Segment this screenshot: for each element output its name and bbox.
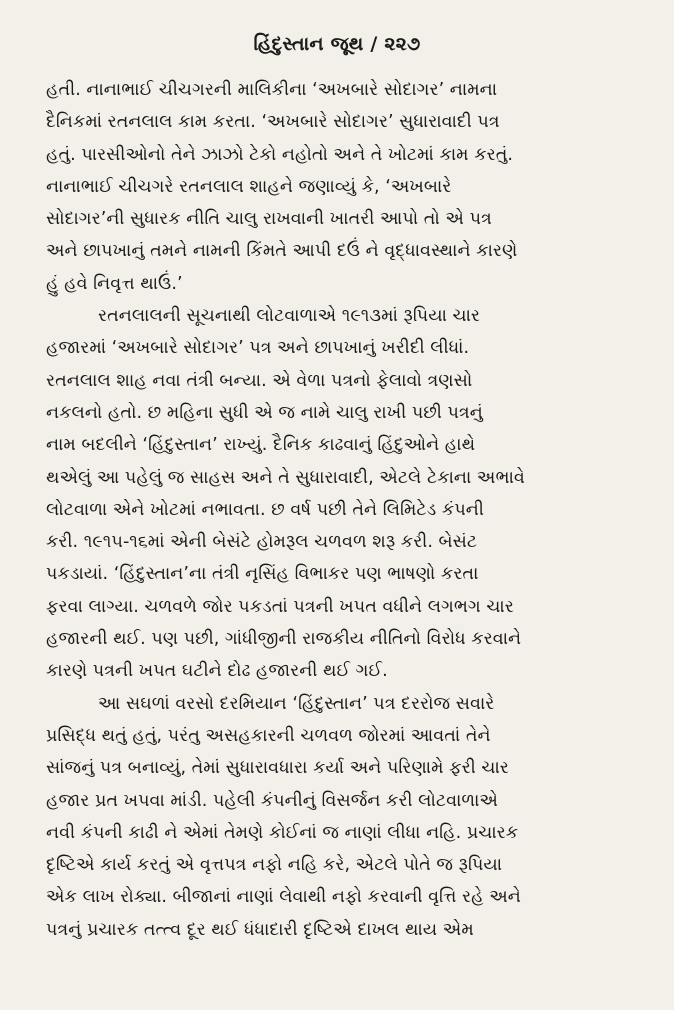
text-line: સાંજનું પત્ર બનાવ્યું, તેમાં સુધારાવધારા કર્યા અને પરિણામે ફરી ચાર — [46, 758, 509, 779]
text-line: અને છાપખાનું તમને નામની કિંમતે આપી દઉં ને વૃદ્ધાવસ્થાને કારણે — [46, 241, 518, 262]
text-line: એક લાખ રોક્યા. બીજાનાં નાણાં લેવાથી નફો કરવાની વૃત્તિ રહે અને — [46, 887, 521, 908]
paragraph-3 — [46, 688, 628, 946]
running-head: હિંદુસ્તાન જૂથ / ૨૨૭ — [253, 33, 421, 55]
text-line: દૃષ્ટિએ કાર્ય કરતું એ વૃત્તપત્ર નફો નહિ કરે, એટલે પોતે જ રૂપિયા — [46, 855, 503, 876]
text-line: કરી. ૧૯૧૫-૧૬માં એની બેસંટે હોમરૂલ ચળવળ શરૂ કરી. બેસંટ — [46, 532, 478, 553]
text-line: રતનલાલ શાહ નવા તંત્રી બન્યા. એ વેળા પત્રનો ફેલાવો ત્રણસો — [46, 370, 473, 391]
book-page — [46, 28, 628, 988]
text-line: કારણે પત્રની ખપત ઘટીને દોઢ હજારની થઈ ગઈ. — [46, 661, 388, 682]
text-line: હું હવે નિવૃત્ત થાઉં.’ — [46, 273, 183, 294]
text-line: નકલનો હતો. છ મહિના સુધી એ જ નામે ચાલુ રાખી પછી પત્રનું — [46, 402, 483, 423]
text-line: નાનાભાઈ ચીચગરે રતનલાલ શાહને જણાવ્યું કે, ‘અખબારે — [46, 176, 452, 197]
text-line: હતું. પારસીઓનો તેને ઝાઝો ટેકો નહોતો અને તે ખોટમાં કામ કરતું. — [46, 144, 513, 165]
text-line: દૈનિકમાં રતનલાલ કામ કરતા. ‘અખબારે સોદાગર’ સુધારાવાદી પત્ર — [46, 112, 500, 133]
text-line: નામ બદલીને ‘હિંદુસ્તાન’ રાખ્યું. દૈનિક કાઢવાનું હિંદુઓને હાથે — [46, 435, 476, 456]
text-line: રતનલાલની સૂચનાથી લોટવાળાએ ૧૯૧૩માં રૂપિયા ચાર — [98, 306, 481, 327]
paragraph-2 — [46, 300, 628, 688]
text-line: નવી કંપની કાઢી ને એમાં તેમણે કોઈનાં જ નાણાં લીધા નહિ. પ્રચારક — [46, 822, 519, 843]
text-line: હજારમાં ‘અખબારે સોદાગર’ પત્ર અને છાપખાનું ખરીદી લીધાં. — [46, 338, 470, 359]
paragraph-1 — [46, 74, 628, 300]
text-line: પ્રસિદ્ધ થતું હતું, પરંતુ અસહકારની ચળવળ જોરમાં આવતાં તેને — [46, 725, 491, 746]
text-line: સોદાગર’ની સુધારક નીતિ ચાલુ રાખવાની ખાતરી આપો તો એ પત્ર — [46, 209, 492, 230]
text-line: પત્રનું પ્રચારક તત્ત્વ દૂર થઈ ધંધાદારી દૃષ્ટિએ દાખલ થાય એમ — [46, 919, 474, 940]
text-line: હતી. નાનાભાઈ ચીચગરની માલિકીના ‘અખબારે સોદાગર’ નામના — [46, 80, 498, 100]
text-line: ફરવા લાગ્યા. ચળવળે જોર પકડતાં પત્રની ખપત વધીને લગભગ ચાર — [46, 596, 514, 617]
text-line: પકડાયાં. ‘હિંદુસ્તાન’ના તંત્રી નૃસિંહ વિભાકર પણ ભાષણો કરતા — [46, 564, 479, 585]
text-line: હજારની થઈ. પણ પછી, ગાંધીજીની રાજકીય નીતિનો વિરોધ કરવાને — [46, 629, 522, 650]
text-line: થએલું આ પહેલું જ સાહસ અને તે સુધારાવાદી, એટલે ટેકાના અભાવે — [46, 467, 525, 488]
text-line: આ સઘળાં વરસો દરમિયાન ‘હિંદુસ્તાન’ પત્ર દરરોજ સવારે — [98, 693, 495, 714]
text-line: હજાર પ્રત ખપવા માંડી. પહેલી કંપનીનું વિસર્જન કરી લોટવાળાએ — [46, 790, 498, 811]
text-line: લોટવાળા એને ખોટમાં નભાવતા. છ વર્ષ પછી તેને લિમિટેડ કંપની — [46, 499, 484, 520]
